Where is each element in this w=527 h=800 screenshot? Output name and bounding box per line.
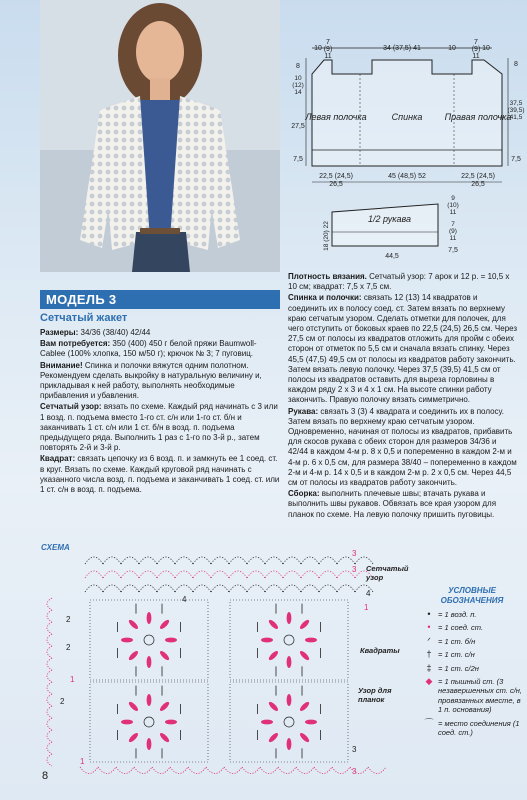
edge-shell [47, 622, 52, 634]
row-number: 2 [60, 697, 65, 706]
legend-text: = 1 соед. ст. [438, 623, 484, 633]
puff-stitch [268, 650, 280, 662]
pattern-schematic [288, 0, 527, 270]
sleeve-label: 1/2 рукава [368, 214, 411, 224]
row-number: 2 [66, 615, 71, 624]
mesh-arc [337, 557, 355, 564]
puff-stitch [299, 701, 311, 713]
dim-right-1: 37,5 [509, 100, 523, 107]
legend [420, 586, 524, 741]
edge-shell [134, 767, 152, 774]
sleeve-right-5: 11 [449, 235, 457, 242]
right-column-text [288, 272, 518, 521]
puff-stitch [268, 701, 280, 713]
puff-stitch [128, 701, 140, 713]
puff-stitch [261, 720, 273, 725]
square-center-ring [144, 635, 154, 645]
edge-shell [206, 767, 224, 774]
dim-top-5: 10 [448, 45, 456, 52]
mesh-arc [103, 571, 121, 578]
dim-right-0: 8 [514, 61, 518, 68]
legend-item [420, 677, 524, 715]
sizes-paragraph: Размеры: 34/36 (38/40) 42/44 [40, 328, 151, 337]
legend-symbol-icon: ◆ [425, 676, 433, 687]
puff-stitch [121, 720, 133, 725]
model-banner: МОДЕЛЬ 3 [40, 290, 280, 309]
label-back: Спинка [391, 112, 423, 122]
dim-right-2: (39,5) [507, 107, 525, 114]
dim-top-4: 34 (37,5) 41 [383, 45, 421, 52]
dim-right-3: 41,5 [509, 114, 523, 121]
legend-symbol-icon: ‡ [426, 662, 432, 673]
puff-stitch [128, 732, 140, 744]
mesh-arc [121, 557, 139, 564]
mesh-arc [193, 585, 211, 592]
dim-top-2: (9) [323, 46, 333, 53]
mesh-arc [265, 557, 283, 564]
mesh-arc [301, 557, 319, 564]
dim-left-5: 7,5 [293, 156, 303, 163]
materials-paragraph: Вам потребуется: 350 (400) 450 г белой пряжи Baumwoll-Cablee (100% хлопка, 150 м/50 г); крючок № 3; 7 пуговиц. [40, 339, 257, 359]
puff-stitch [299, 732, 311, 744]
edge-shell [170, 767, 188, 774]
row-number: 3 [352, 745, 357, 754]
legend-text: = 1 ст. с/2н [438, 663, 479, 673]
puff-stitch [128, 650, 140, 662]
edge-shell [116, 767, 134, 774]
dim-top-1: 7 [326, 39, 330, 46]
square-center-ring [284, 717, 294, 727]
puff-stitch [287, 694, 292, 706]
puff-stitch [147, 738, 152, 750]
edge-shell [47, 754, 52, 766]
mesh-arc [337, 585, 355, 592]
edge-shell [47, 670, 52, 682]
dim-top-8: 11 [472, 53, 480, 60]
row-number: 4 [182, 595, 187, 604]
mesh-arc [283, 571, 301, 578]
edge-shell [260, 767, 278, 774]
legend-text: = 1 ст. б/н [438, 636, 476, 646]
dim-right-4: 7,5 [511, 156, 521, 163]
legend-text: = 1 возд. п. [438, 610, 477, 619]
mesh-arc [139, 571, 157, 578]
puff-stitch [299, 619, 311, 631]
dim-top-0: 10 [314, 45, 322, 52]
legend-item [420, 637, 524, 646]
puff-stitch [128, 619, 140, 631]
mesh-arc [229, 571, 247, 578]
puff-stitch [268, 619, 280, 631]
edge-shell [224, 767, 242, 774]
puff-stitch [159, 732, 171, 744]
mesh-arc [319, 571, 337, 578]
mesh-arc [103, 585, 121, 592]
mesh-arc [139, 585, 157, 592]
mesh-arc [211, 571, 229, 578]
edge-shell [47, 730, 52, 742]
legend-text: = 1 пышный ст. (3 незавершенных ст. с/н, провязанных вместе, в 1 п. основания) [438, 677, 523, 715]
mesh-arc [85, 585, 103, 592]
dim-top-3: 11 [324, 53, 332, 60]
row-number: 1 [80, 757, 85, 766]
dim-top-6: 7 [474, 39, 478, 46]
mesh-arc [319, 557, 337, 564]
legend-text: = место соединения (1 соед. ст.) [438, 718, 520, 738]
legend-symbol-icon: † [426, 649, 432, 660]
mesh-arc [229, 557, 247, 564]
puff-stitch [165, 638, 177, 643]
dim-left-0: 8 [296, 63, 300, 70]
sleeve-right-4: (9) [449, 228, 457, 235]
row-number: 1 [70, 675, 75, 684]
dim-bottom-1: 26,5 [329, 181, 343, 188]
edge-shell [47, 610, 52, 622]
mesh-arc [85, 557, 103, 564]
mesh-arc [139, 557, 157, 564]
edge-shell [47, 646, 52, 658]
dim-bottom-0: 22,5 (24,5) [319, 173, 353, 180]
mesh-arc [175, 585, 193, 592]
jacket-photo [40, 0, 280, 272]
edge-shell [47, 598, 52, 610]
legend-symbol-icon: ᐟ [427, 635, 431, 646]
edge-shell [47, 634, 52, 646]
edge-shell [80, 767, 98, 774]
edge-shell [332, 767, 350, 774]
legend-item [420, 719, 524, 738]
legend-item [420, 650, 524, 659]
sleeve-bottom-dim: 7,5 [448, 247, 458, 254]
edge-shell [47, 718, 52, 730]
dim-top-9: 10 [482, 45, 490, 52]
puff-stitch [147, 694, 152, 706]
square-center-ring [284, 635, 294, 645]
row-number: 3 [352, 549, 357, 558]
puff-stitch [261, 638, 273, 643]
edge-shell [188, 767, 206, 774]
square-paragraph: Квадрат: связать цепочку из 6 возд. п. и замкнуть ее 1 соед. ст. в круг. Вязать по схеме. Каждый круговой ряд начинать с указанного числа возд. п. подъема и заканчивать 1 соед. ст. или 1 ст. с/н в возд. п. подъема. [40, 454, 280, 495]
edge-shell [242, 767, 260, 774]
dim-left-4: 27,5 [291, 123, 305, 130]
mesh-arc [265, 571, 283, 578]
mesh-arc [319, 585, 337, 592]
dim-top-7: (9) [471, 46, 481, 53]
assembly-paragraph: Сборка: выполнить плечевые швы; втачать рукава и выполнить швы рукавов. Обвязать все края узором для планок по схеме. На левую полочку пришить пуговицы. [288, 489, 497, 519]
edge-shell [98, 767, 116, 774]
edge-shell [47, 682, 52, 694]
legend-item [420, 664, 524, 673]
dim-bottom-2: 45 (48,5) 52 [388, 173, 426, 180]
mesh-arc [193, 557, 211, 564]
puff-stitch [159, 650, 171, 662]
puff-stitch [165, 720, 177, 725]
mesh-arc [283, 557, 301, 564]
sleeve-length-dim: 44,5 [385, 253, 399, 260]
puff-stitch [159, 619, 171, 631]
label-left-front: Левая полочка [305, 112, 367, 122]
model-subtitle: Сетчатый жакет [40, 312, 128, 324]
legend-item [420, 623, 524, 632]
puff-stitch [299, 650, 311, 662]
mesh-arc [247, 571, 265, 578]
puff-stitch [305, 638, 317, 643]
legend-symbol-icon: • [427, 609, 431, 619]
mesh-arc [157, 557, 175, 564]
legend-item [420, 610, 524, 619]
edge-shell [152, 767, 170, 774]
density-paragraph: Плотность вязания. Сетчатый узор: 7 арок и 12 р. = 10,5 х 10 см; квадрат: 7,5 х 7,5 см. [288, 272, 510, 292]
mesh-arc [175, 571, 193, 578]
mesh-arc [193, 571, 211, 578]
row-number: 3 [352, 767, 357, 776]
mesh-arc [103, 557, 121, 564]
puff-stitch [287, 738, 292, 750]
mesh-arc [157, 571, 175, 578]
page-number: 8 [42, 770, 49, 782]
edge-shell [296, 767, 314, 774]
puff-stitch [147, 612, 152, 624]
dim-bottom-4: 26,5 [471, 181, 485, 188]
sleeve-right-3: 7 [451, 221, 455, 228]
edge-shell [368, 767, 386, 774]
label-mesh-pattern: Сетчатый узор [366, 564, 409, 582]
mesh-arc [265, 585, 283, 592]
mesh-arc [229, 585, 247, 592]
mesh-arc [85, 571, 103, 578]
mesh-arc [121, 571, 139, 578]
puff-stitch [305, 720, 317, 725]
sleeve-right-2: 11 [449, 209, 457, 216]
mesh-arc [175, 557, 193, 564]
attention-paragraph: Внимание! Спинка и полочки вяжутся одним полотном. Рекомендуем сделать выкройку в натуральную величину и, прикладывая к ней работу, выполнять необходимые прибавления и убавления. [40, 360, 262, 401]
dim-bottom-3: 22,5 (24,5) [461, 173, 495, 180]
legend-symbol-icon: • [427, 622, 431, 633]
mesh-arc [211, 557, 229, 564]
mesh-arc [247, 585, 265, 592]
mesh-arc [211, 585, 229, 592]
back-paragraph: Спинка и полочки: связать 12 (13) 14 квадратов и соединить их в полосу соед. ст. Затем вязать по верхнему краю сетчатым узором. Сделать отметки для полочек, для чего отступить от боковых краев по 22,5 (24,5) 26,5 см. Через 27,5 см от полосы из квадратов отложить для пройм с обеих сторон от отметок по 5,5 см и сначала вязать спинку. Через 45,5 (47,5) 49,5 см от полосы из квадратов работу закончить. Затем вязать левую полочку. Через 37,5 (39,5) 41,5 см от полосы из квадратов оставить для выреза горловины в каждом ряду 2 х 3 и 4 х 1 см. На высоте спинки работу закончить. Правую полочку вязать симметрично. [288, 293, 518, 405]
left-column-text [40, 328, 280, 496]
puff-stitch [268, 732, 280, 744]
edge-shell [47, 658, 52, 670]
label-edge-pattern: Узор для планок [358, 686, 392, 704]
square-center-ring [144, 717, 154, 727]
row-number: 4 [366, 589, 371, 598]
edge-shell [47, 742, 52, 754]
row-number: 1 [364, 603, 369, 612]
edge-shell [314, 767, 332, 774]
sleeve-right-1: (10) [447, 202, 459, 209]
puff-stitch [287, 612, 292, 624]
dim-left-1: 10 [294, 75, 302, 82]
label-squares: Квадраты [360, 646, 400, 655]
row-number: 3 [352, 565, 357, 574]
sleeve-right-0: 9 [451, 195, 455, 202]
puff-stitch [287, 656, 292, 668]
edge-shell [278, 767, 296, 774]
legend-symbol-icon: ⌒ [424, 717, 434, 728]
legend-text: = 1 ст. с/н [438, 650, 475, 660]
puff-stitch [121, 638, 133, 643]
row-number: 2 [66, 643, 71, 652]
mesh-arc [157, 585, 175, 592]
mesh-arc [301, 571, 319, 578]
edge-shell [47, 694, 52, 706]
sleeve-left-dim: 18 (20) 22 [323, 221, 330, 251]
puff-stitch [159, 701, 171, 713]
mesh-arc [247, 557, 265, 564]
mesh-paragraph: Сетчатый узор: вязать по схеме. Каждый ряд начинать с 3 или 1 возд. п. подъема вместо 1-го ст. с/н или 1-го ст. б/н и заканчивать 1 ст. с/н или 1 ст. б/н в возд. п. подъема предыдущего ряда. Выполнить 1 раз с 1-го по 3-й р., затем повторять 2-й и 3-й р. [40, 402, 278, 453]
edge-shell [47, 706, 52, 718]
label-right-front: Правая полочка [444, 112, 512, 122]
puff-stitch [147, 656, 152, 668]
model-photo-illustration [40, 0, 280, 272]
mesh-arc [301, 585, 319, 592]
dim-left-2: (12) [292, 82, 304, 89]
dim-left-3: 14 [294, 89, 302, 96]
legend-title: УСЛОВНЫЕ ОБОЗНАЧЕНИЯ [440, 586, 504, 605]
mesh-arc [283, 585, 301, 592]
sleeve-paragraph: Рукава: связать 3 (3) 4 квадрата и соединить их в полосу. Затем вязать по верхнему краю сетчатым узором. Одновременно, начиная от полосы из квадратов, прибавить для скосов рукава с обеих сторон для размеров 34/36 и 42/44 в каждом 4-м р. 8 х 0,5 и попеременно в каждом 2-м и 4-м р. 6 х 0,5 см, для размера 38/40 – попеременно в каждом 2-м и 4-м р. 14 х 0,5 и в каждом 2-м р. 2 х 0,5 см. Через 44,5 см от полосы из квадратов работу закончить. [288, 406, 517, 488]
mesh-arc [121, 585, 139, 592]
schema-title: СХЕМА [41, 543, 70, 552]
mesh-arc [355, 557, 373, 564]
